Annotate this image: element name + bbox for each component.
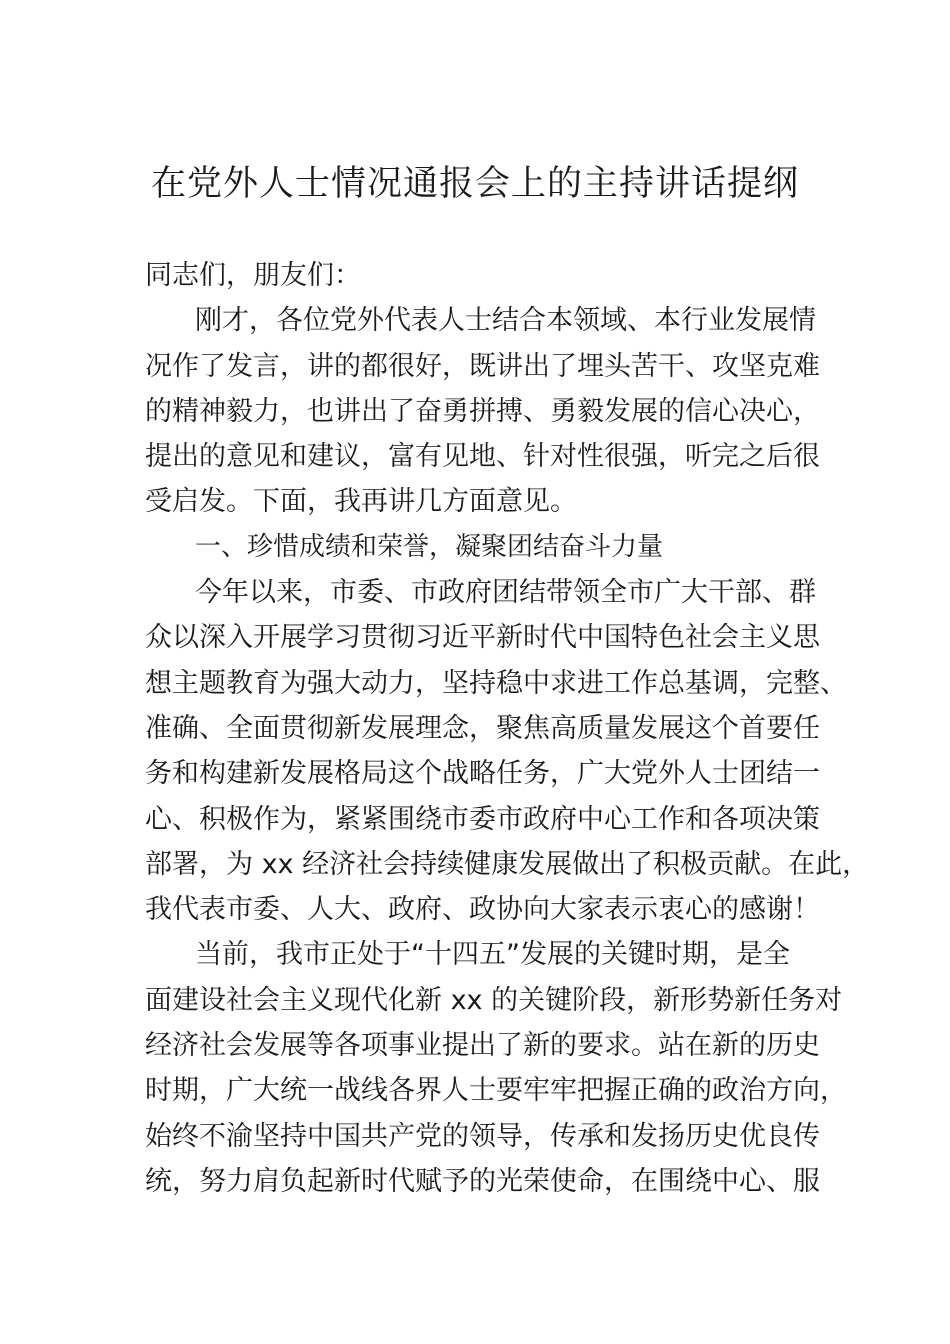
paragraph-line: 面建设社会主义现代化新 xx 的关键阶段，新形势新任务对	[145, 984, 843, 1016]
document-title: 在党外人士情况通报会上的主持讲话提纲	[150, 164, 799, 204]
document-body	[145, 253, 870, 1204]
salutation-line: 同志们，朋友们：	[145, 260, 361, 291]
paragraph-line: 部署，为 xx 经济社会持续健康发展做出了积极贡献。在此，	[145, 848, 870, 880]
paragraph-line: 始终不渝坚持中国共产党的领导，传承和发扬历史优良传	[145, 1120, 820, 1152]
paragraph-line: 想主题教育为强大动力，坚持稳中求进工作总基调，完整、	[145, 667, 847, 699]
section-heading: 一、珍惜成绩和荣誉，凝聚团结奋斗力量	[195, 531, 664, 562]
paragraph-line: 统，努力肩负起新时代赋予的光荣使命，在围绕中心、服	[145, 1165, 820, 1197]
paragraph-line: 受启发。下面，我再讲几方面意见。	[145, 486, 577, 518]
paragraph-line: 的精神毅力，也讲出了奋勇拼搏、勇毅发展的信心决心，	[145, 395, 820, 427]
paragraph-line: 况作了发言，讲的都很好，既讲出了埋头苦干、攻坚克难	[145, 350, 820, 382]
paragraph-line: 心、积极作为，紧紧围绕市委市政府中心工作和各项决策	[145, 803, 820, 835]
paragraph-line: 提出的意见和建议，富有见地、针对性很强，听完之后很	[145, 441, 820, 473]
paragraph-line: 经济社会发展等各项事业提出了新的要求。站在新的历史	[145, 1030, 820, 1062]
paragraph-line: 时期，广大统一战线各界人士要牢牢把握正确的政治方向，	[145, 1075, 847, 1107]
paragraph-line: 众以深入开展学习贯彻习近平新时代中国特色社会主义思	[145, 622, 820, 654]
paragraph-line: 准确、全面贯彻新发展理念，聚焦高质量发展这个首要任	[145, 712, 820, 744]
paragraph-line: 刚才，各位党外代表人士结合本领域、本行业发展情	[195, 305, 816, 337]
paragraph-line: 我代表市委、人大、政府、政协向大家表示衷心的感谢！	[145, 894, 820, 926]
paragraph-line: 当前，我市正处于“十四五”发展的关键时期，是全	[195, 939, 790, 971]
paragraph-line: 今年以来，市委、市政府团结带领全市广大干部、群	[195, 577, 816, 609]
paragraph-line: 务和构建新发展格局这个战略任务，广大党外人士团结一	[145, 758, 820, 790]
